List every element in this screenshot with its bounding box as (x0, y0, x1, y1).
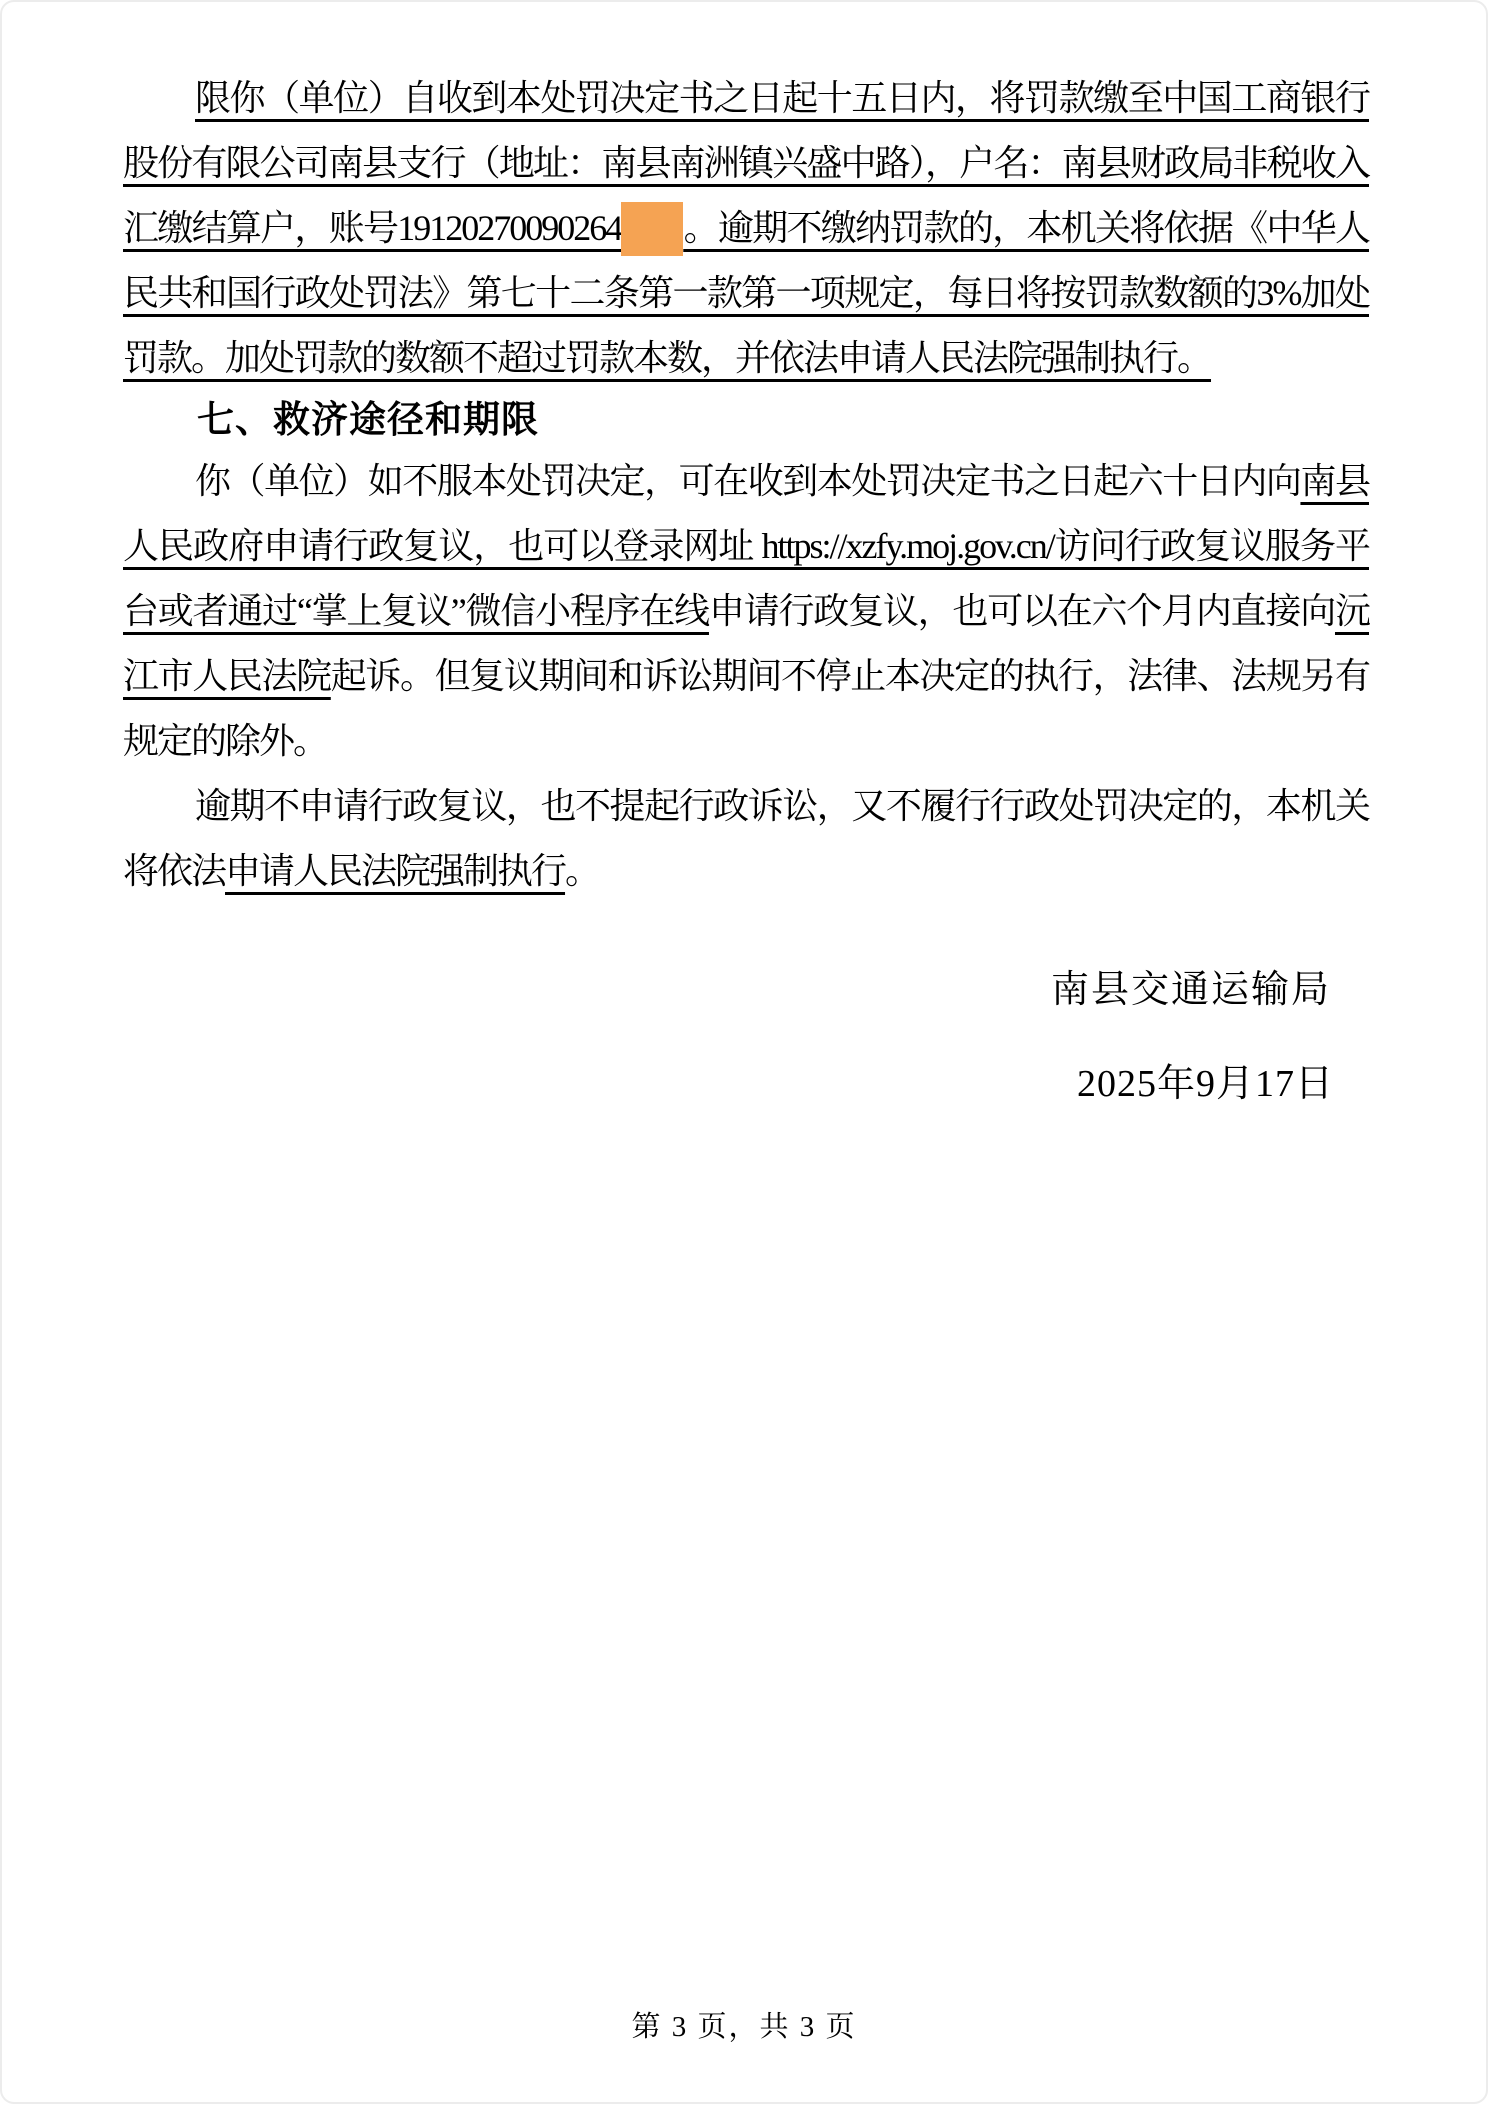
redaction-box (621, 202, 683, 256)
remedy-text-underlined-court: 沅江市人民法院 (123, 591, 1369, 696)
remedy-text-2: 申请行政复议，也可以在六个月内直接向 (708, 591, 1335, 631)
document-body (123, 66, 1369, 904)
remedy-text-underlined-review-channel: 南县人民政府申请行政复议，也可以登录网址 https://xzfy.moj.gov.cn/访问行政复议服务平台或者通过“掌上复议”微信小程序在线 (123, 461, 1369, 631)
payment-text-before-redaction: 限你（单位）自收到本处罚决定书之日起十五日内，将罚款缴至中国工商银行股份有限公司南县支行（地址：南县南洲镇兴盛中路），户名：南县财政局非税收入汇缴结算户，账号19120270090264 (123, 78, 1369, 248)
remedy-text-1: 你（单位）如不服本处罚决定，可在收到本处罚决定书之日起六十日内向 (195, 461, 1301, 501)
issue-date: 2025年9月17日 (1076, 1063, 1334, 1105)
enforcement-paragraph (123, 774, 1369, 904)
remedy-text-3: 起诉。但复议期间和诉讼期间不停止本决定的执行，法律、法规另有规定的除外。 (123, 656, 1369, 761)
remedy-paragraph (123, 449, 1369, 774)
section-heading-remedies: 七、救济途径和期限 (197, 399, 539, 440)
enforcement-text-underlined: 申请人民法院强制执行 (225, 851, 566, 891)
issuing-authority-signature: 南县交通运输局 (1050, 969, 1331, 1011)
enforcement-text-1: 逾期不申请行政复议，也不提起行政诉讼，又不履行行政处罚决定的，本机关将依法 (123, 786, 1369, 891)
page-number-footer: 第 3 页，共 3 页 (631, 2011, 857, 2043)
enforcement-text-2: 。 (565, 851, 600, 891)
payment-instructions-paragraph (123, 66, 1369, 391)
payment-text-after-redaction: 。逾期不缴纳罚款的，本机关将依据《中华人民共和国行政处罚法》第七十二条第一款第一项规定，每日将按罚款数额的3%加处罚款。加处罚款的数额不超过罚款本数，并依法申请人民法院强制执行。 (123, 208, 1369, 378)
